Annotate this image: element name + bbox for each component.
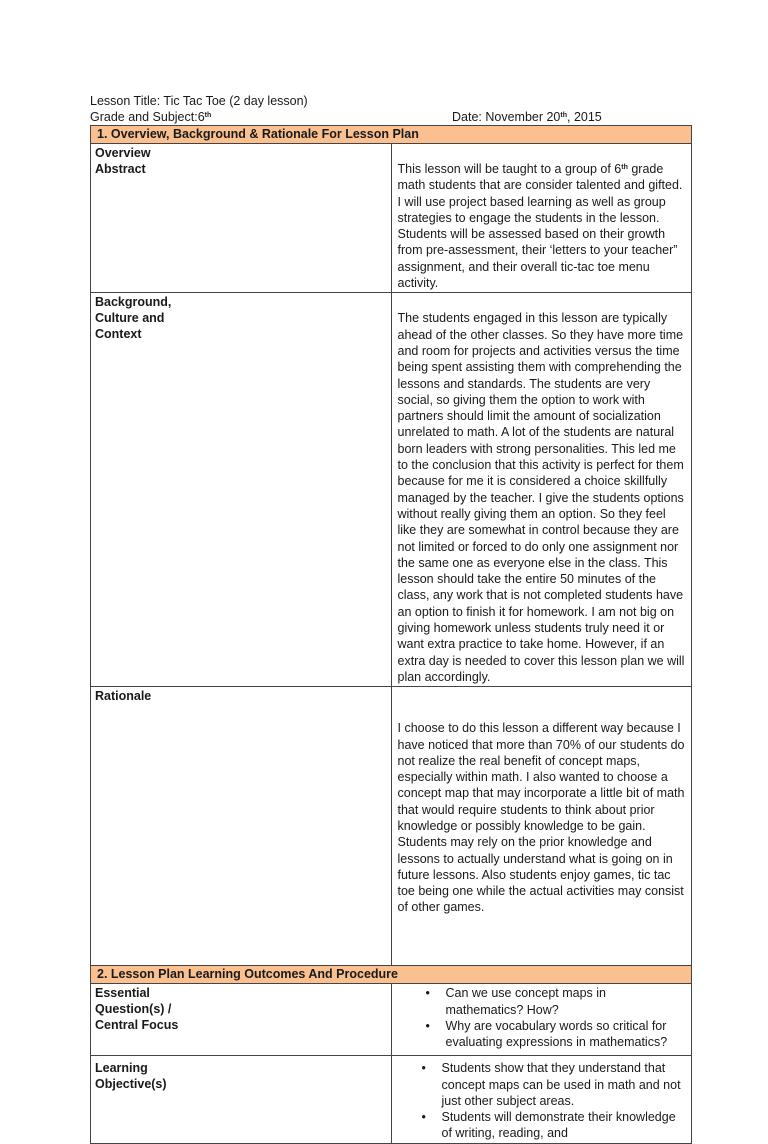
section-1-header: 1. Overview, Background & Rationale For Lesson Plan xyxy=(91,126,692,144)
lesson-title-text: Lesson Title: Tic Tac Toe (2 day lesson) xyxy=(90,94,308,108)
background-content: The students engaged in this lesson are typically ahead of the other classes. So they have more time and room for projects and activities versus the time being spent assisting them with comprehending the lessons and standards. The students are very social, so giving them the option to work with partners should limit the amount of socialization unrelated to math. A lot of the students are natural born leaders with strong personalities. This led me to the conclusion that this activity is perfect for them because for me it is considered a choice skillfully managed by the teacher. I give the students options without really giving them an option. So they feel like they are somewhat in control because they are not limited or forced to do only one assignment nor the same one as everyone else in the class. This lesson should take the entire 50 minutes of the class, any work that is not completed students have an option to finish it for homework. I am not big on giving homework unless students truly need it or want extra practice to take home. However, if an extra day is needed to cover this lesson plan we will plan accordingly. xyxy=(391,293,692,687)
background-label: Background, Culture and Context xyxy=(91,293,392,687)
section-2-header: 2. Lesson Plan Learning Outcomes And Procedure xyxy=(91,966,692,984)
learning-objectives-list xyxy=(398,1060,686,1141)
essential-questions-label: Essential Question(s) / Central Focus xyxy=(91,984,392,1056)
lesson-title xyxy=(90,93,692,109)
learning-objectives-label: Learning Objective(s) xyxy=(91,1056,392,1143)
overview-content: This lesson will be taught to a group of 6th grade math students that are consider talented and gifted. I will use project based learning as well as group strategies to engage the students in the lesson. Students will be assessed based on their growth from pre-assessment, their ‘letters to your teacher” assignment, and their overall tic-tac toe menu activity. xyxy=(391,144,692,293)
grade-subject: Grade and Subject:6th xyxy=(90,110,212,124)
list-item: • Students will demonstrate their knowledge of writing, reading, and xyxy=(442,1109,686,1142)
learning-objectives-content xyxy=(391,1056,692,1143)
essential-questions-list xyxy=(398,985,686,1050)
list-item: • Students show that they understand that concept maps can be used in math and not just other subject areas. xyxy=(442,1060,686,1109)
lesson-date: Date: November 20th, 2015 xyxy=(452,110,602,124)
rationale-content: I choose to do this lesson a different way because I have noticed that more than 70% of our students do not realize the real benefit of concept maps, especially within math. I also wanted to choose a concept map that may incorporate a little bit of math that would require students to think about prior knowledge or possibly knowledge to be gain. Students may rely on the prior knowledge and lessons to actually understand what is going on in future lessons. Also students enjoy games, tic tac toe being one while the actual activities may consist of other games. xyxy=(391,687,692,966)
list-item: • Why are vocabulary words so critical for evaluating expressions in mathematics? xyxy=(446,1018,686,1051)
grade-date-line xyxy=(90,109,692,125)
rationale-label: Rationale xyxy=(91,687,392,966)
essential-questions-content xyxy=(391,984,692,1056)
lesson-plan-table xyxy=(90,125,692,1144)
list-item: • Can we use concept maps in mathematics? How? xyxy=(446,985,686,1018)
overview-label: Overview Abstract xyxy=(91,144,392,293)
lesson-plan-page xyxy=(90,93,692,1144)
